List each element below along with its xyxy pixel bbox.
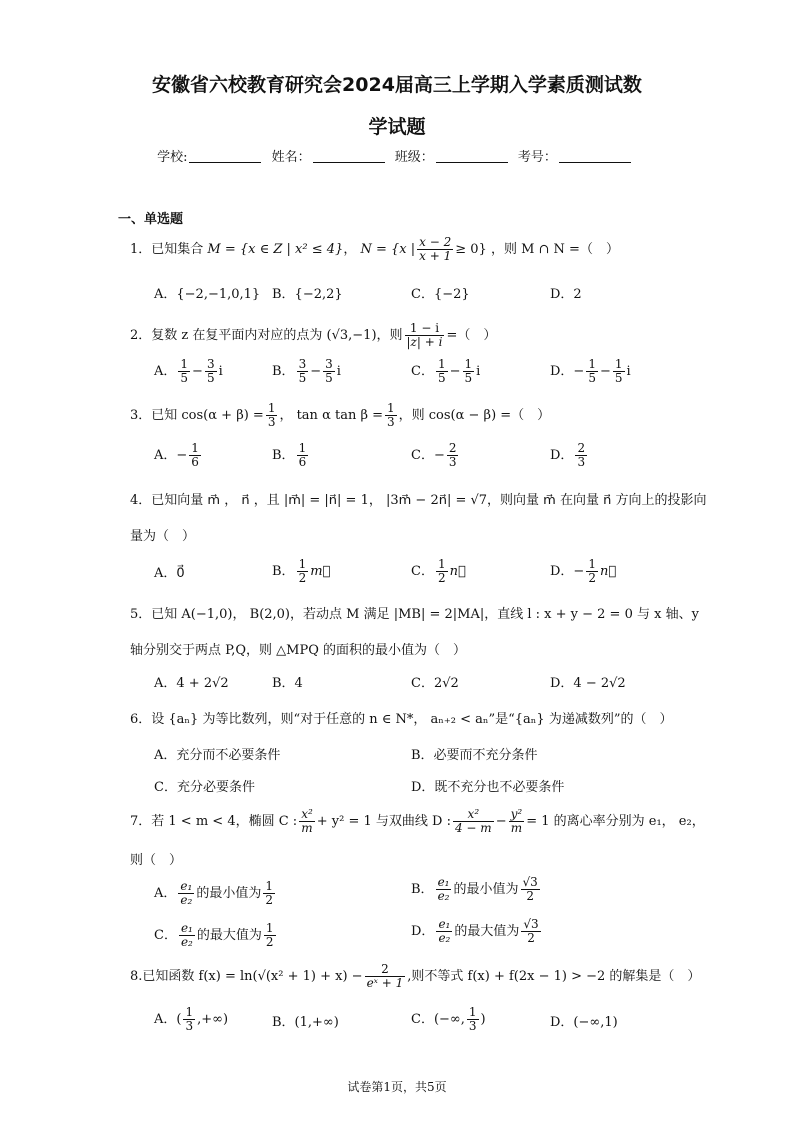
q7-option-d[interactable]: D． $\frac{\text{e₁}}{\text{e₂}}$ 的最大值为 $\frac{√3}{2}$ (411, 917, 539, 945)
q1-option-a[interactable]: A．{−2,−1,0,1} (154, 287, 261, 302)
q3-option-c[interactable]: C．− $\frac{2}{3}$ (411, 441, 457, 469)
q5-option-b[interactable]: B．4 (272, 676, 303, 691)
page-title-line1: 安徽省六校教育研究会2024届高三上学期入学素质测试数 (152, 74, 642, 96)
question-6-stem: 6．设 {aₙ} 为等比数列，则“对于任意的 n ∈ N*， aₙ₊₂ < aₙ”是“{aₙ} 为递减数列”的（ ） (130, 712, 673, 727)
q4-option-d[interactable]: D．− $\frac{1}{2}$ n⃗ (550, 557, 617, 585)
name-label: 姓名： (271, 150, 311, 165)
q8-option-a[interactable]: A．( $\frac{1}{3}$ ,+∞) (154, 1005, 229, 1033)
q2-option-c[interactable]: C． $\frac{1}{5}$ − $\frac{1}{5}$ i (411, 357, 481, 385)
page-footer: 试卷第1页，共5页 (347, 1080, 447, 1094)
q4-option-c[interactable]: C． $\frac{1}{2}$ n⃗ (411, 557, 466, 585)
student-info-row (0, 146, 794, 165)
number-blank (559, 150, 631, 163)
question-7-stem-line1: 7．若 1 < m < 4，椭圆 C : $\frac{\text{x²}}{m}$ + y² = 1 与双曲线 D : $\frac{\text{x²}}{4 - m}$ − $\frac{\text{y²}}{m}$ = 1 的离心率分别为 e₁， e₂， (130, 807, 705, 835)
question-4-stem-line1: 4．已知向量 m⃗ ， n⃗ ，且 |m⃗| = |n⃗| = 1， |3m⃗ − 2n⃗| = √7，则向量 m⃗ 在向量 n⃗ 方向上的投影向 (130, 493, 707, 508)
q5-option-c[interactable]: C．2√2 (411, 676, 459, 691)
q2-option-b[interactable]: B． $\frac{3}{5}$ − $\frac{3}{5}$ i (272, 357, 341, 385)
question-5-stem-line2: 轴分别交于两点 P,Q，则 △MPQ 的面积的最小值为（ ） (130, 643, 467, 658)
q3-option-a[interactable]: A．− $\frac{1}{6}$ (154, 441, 199, 469)
q7-option-c[interactable]: C． $\frac{\text{e₁}}{\text{e₂}}$ 的最大值为 $\frac{1}{2}$ (154, 921, 274, 949)
q3-option-d[interactable]: D． $\frac{2}{3}$ (550, 441, 586, 469)
name-blank (313, 150, 385, 163)
school-label: 学校: (157, 150, 188, 165)
section-heading: 一、单选题 (118, 212, 184, 227)
q3-option-b[interactable]: B． $\frac{1}{6}$ (272, 441, 307, 469)
school-blank (189, 150, 261, 163)
q8-option-c[interactable]: C．(−∞, $\frac{1}{3}$ ) (411, 1005, 486, 1033)
q4-option-a[interactable]: A．0⃗ (154, 566, 185, 581)
q1-option-c[interactable]: C．{−2} (411, 287, 470, 302)
q1-option-b[interactable]: B．{−2,2} (272, 287, 343, 302)
question-5-stem-line1: 5．已知 A(−1,0)， B(2,0)，若动点 M 满足 |MB| = 2|MA|，直线 l : x + y − 2 = 0 与 x 轴、y (130, 607, 699, 622)
q6-option-d[interactable]: D．既不充分也不必要条件 (411, 780, 565, 795)
number-label: 考号： (517, 150, 557, 165)
q1-option-d[interactable]: D．2 (550, 287, 582, 302)
q4-option-b[interactable]: B． $\frac{1}{2}$ m⃗ (272, 557, 331, 585)
q2-option-a[interactable]: A． $\frac{1}{5}$ − $\frac{3}{5}$ i (154, 357, 223, 385)
question-1-stem: 1．已知集合 M = {x ∈ Z | x² ≤ 4}， N = {x | $\frac{x - 2}{x + 1}$ ≥ 0} ，则 M ∩ N =（ ） (130, 235, 619, 263)
q7-option-b[interactable]: B． $\frac{\text{e₁}}{\text{e₂}}$ 的最小值为 $\frac{√3}{2}$ (411, 875, 538, 903)
question-8-stem: 8.已知函数 f(x) = ln(√(x² + 1) + x) − $\frac{2}{\text{eˣ + 1}}$ ,则不等式 f(x) + f(2x − 1) > −2 的解集是（ ） (130, 962, 701, 990)
class-blank (436, 150, 508, 163)
q6-option-c[interactable]: C．充分必要条件 (154, 780, 255, 795)
question-4-stem-line2: 量为（ ） (130, 529, 196, 544)
q6-option-b[interactable]: B．必要而不充分条件 (411, 748, 538, 763)
q5-option-d[interactable]: D．4 − 2√2 (550, 676, 626, 691)
q8-option-d[interactable]: D．(−∞,1) (550, 1015, 618, 1030)
class-label: 班级： (394, 150, 434, 165)
page-title-line2: 学试题 (368, 116, 426, 138)
q5-option-a[interactable]: A．4 + 2√2 (154, 676, 229, 691)
question-3-stem: 3．已知 cos(α + β) = $\frac{1}{3}$ ， tan α tan β = $\frac{1}{3}$ ，则 cos(α − β) =（ ） (130, 401, 551, 429)
question-7-stem-line2: 则（ ） (130, 853, 183, 868)
q6-option-a[interactable]: A．充分而不必要条件 (154, 748, 281, 763)
q8-option-b[interactable]: B．(1,+∞) (272, 1015, 339, 1030)
q2-option-d[interactable]: D．− $\frac{1}{5}$ − $\frac{1}{5}$ i (550, 357, 631, 385)
question-2-stem: 2．复数 z 在复平面内对应的点为 (√3,−1)，则 $\frac{1 - i}{|z| + i}$ =（ ） (130, 321, 497, 349)
q7-option-a[interactable]: A． $\frac{\text{e₁}}{\text{e₂}}$ 的最小值为 $\frac{1}{2}$ (154, 879, 273, 907)
